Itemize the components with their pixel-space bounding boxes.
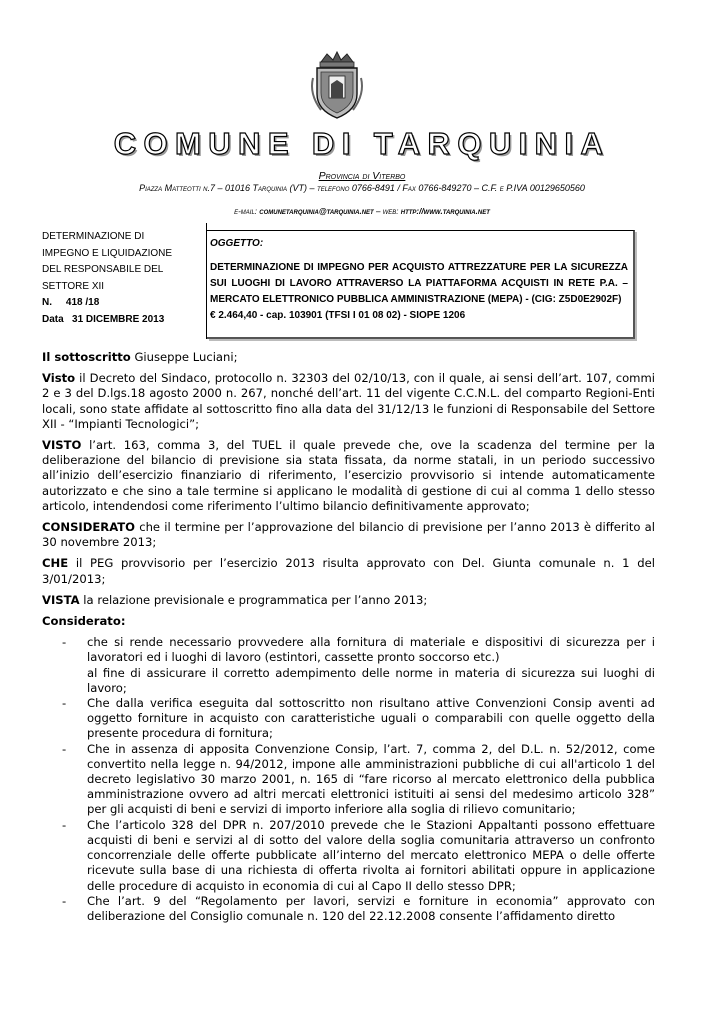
document-body [42,350,655,924]
web-label: – web: [375,207,399,216]
considered-heading: Considerato: [42,614,126,629]
subject-amount: € 2.464,40 - cap. 103901 (TFSI I 01 08 02) - SIOPE 1206 [210,310,466,321]
web-link[interactable]: http://www.tarquinia.net [400,207,490,216]
address-line: Piazza Matteotti n.7 – 01016 Tarquinia (VT) – telefono 0766-8491 / Fax 0766-849270 – C.F. e P.IVA 00129650560 [139,183,585,193]
list-item: - Che l’articolo 328 del DPR n. 207/2010 prevede che le Stazioni Appaltanti possono effettuare acquisti di beni e servizi al di sotto del valore della soglia comunitaria attraverso un confronto concorrenziale delle offerte pubblicate all’interno del mercato elettronico MEPA o delle offerte ricevute sulla base di una richiesta di offerta rivolta ai fornitori abilitati oppure in applicazione delle procedure di acquisto in economia di cui al Capo II dello stesso DPR; [42,818,655,894]
determination-line: DEL RESPONSABILE DEL [42,264,164,275]
email-label: e-mail: [234,207,258,216]
page-title: COMUNE DI TARQUINIA [113,126,611,161]
list-item: - Che dalla verifica eseguita dal sottoscritto non risultano attive Convenzioni Consip aventi ad oggetto forniture in acquisto con caratteristiche uguali o comparabili con quelle oggetto della presente procedura di fornitura; [42,696,655,742]
paragraph: CHE il PEG provvisorio per l’esercizio 2013 risulta approvato con Del. Giunta comunale n. 1 del 3/01/2013; [42,556,655,586]
list-item: - Che in assenza di apposita Convenzione Consip, l’art. 7, comma 2, del D.L. n. 52/2012, come convertito nella legge n. 94/2012, impone alle amministrazioni pubbliche di cui all'articolo 1 del decreto legislativo 30 marzo 2001, n. 165 di “fare ricorso al mercato elettronico della pubblica amministrazione ovvero ad altri mercati elettronici istituiti ai sensi del medesimo articolo 328” per gli acquisti di beni e servizi di importo inferiore alla soglia di rilievo comunitario; [42,742,655,818]
determination-date: Data 31 DICEMBRE 2013 [42,313,165,325]
subject-text: DETERMINAZIONE DI IMPEGNO PER ACQUISTO ATTREZZATURE PER LA SICUREZZA SUI LUOGHI DI LAVORO ATTRAVERSO LA PIATTAFORMA ACQUISTI IN RETE P.A. – MERCATO ELETTRONICO PUBBLICA AMMINISTRAZIONE (MEPA) - (CIG: Z5D0E2902F) € 2.464,40 - cap. 103901 (TFSI I 01 08 02) - SIOPE 1206 [210,260,628,324]
list-item: - Che l’art. 9 del “Regolamento per lavori, servizi e forniture in economia” approvato con deliberazione del Consiglio comunale n. 120 del 22.12.2008 consente l’affidamento diretto [42,894,655,924]
considered-list [42,635,655,924]
subject-label: OGGETTO: [210,238,264,249]
list-item-continuation: al fine di assicurare il corretto adempimento delle norme in materia di sicurezza sui luoghi di lavoro; [87,665,655,695]
email-link[interactable]: comunetarquinia@tarquinia.net [259,207,374,216]
paragraph: CONSIDERATO che il termine per l’approvazione del bilancio di previsione per l’anno 2013 è differito al 30 novembre 2013; [42,520,655,550]
paragraph: VISTO l’art. 163, comma 3, del TUEL il quale prevede che, ove la scadenza del termine per la deliberazione del bilancio di previsione sia stata fissata, da norme statali, in un periodo successivo all’inizio dell’esercizio finanziario di riferimento, l’esercizio provvisorio si intende automaticamente autorizzato e che sino a tale termine si applicano le modalità di gestione di cui al comma 1 dello stesso articolo, intendendosi come riferimento l’ultimo bilancio definitivamente approvato; [42,438,655,513]
determination-line: IMPEGNO E LIQUIDAZIONE [42,247,173,259]
paragraph: Visto il Decreto del Sindaco, protocollo n. 32303 del 02/10/13, con il quale, ai sensi dell’art. 107, commi 2 e 3 del D.lgs.18 agosto 2000 n. 267, nonché dell’art. 11 del vigente C.C.N.L. del comparto Regioni-Enti locali, sono state affidate al sottoscritto fino alla data del 31/12/13 le funzioni di Responsabile del Settore XII - “Impianti Tecnologici”; [42,371,655,431]
coat-of-arms-icon [307,48,367,120]
determination-box [42,229,202,328]
province: Provincia di Viterbo [318,170,406,182]
determination-line: DETERMINAZIONE DI [42,231,145,242]
determination-line: SETTORE XII [42,280,105,292]
contact-line [0,207,724,216]
determination-number: N. 418 /18 [42,297,100,308]
paragraph: VISTA la relazione previsionale e programmatica per l’anno 2013; [42,592,428,607]
list-item: - che si rende necessario provvedere alla fornitura di materiale e dispositivi di sicurezza per i lavoratori ed i luoghi di lavoro (estintori, cassette pronto soccorso etc.) [42,635,655,665]
paragraph: Il sottoscritto Giuseppe Luciani; [42,350,238,364]
